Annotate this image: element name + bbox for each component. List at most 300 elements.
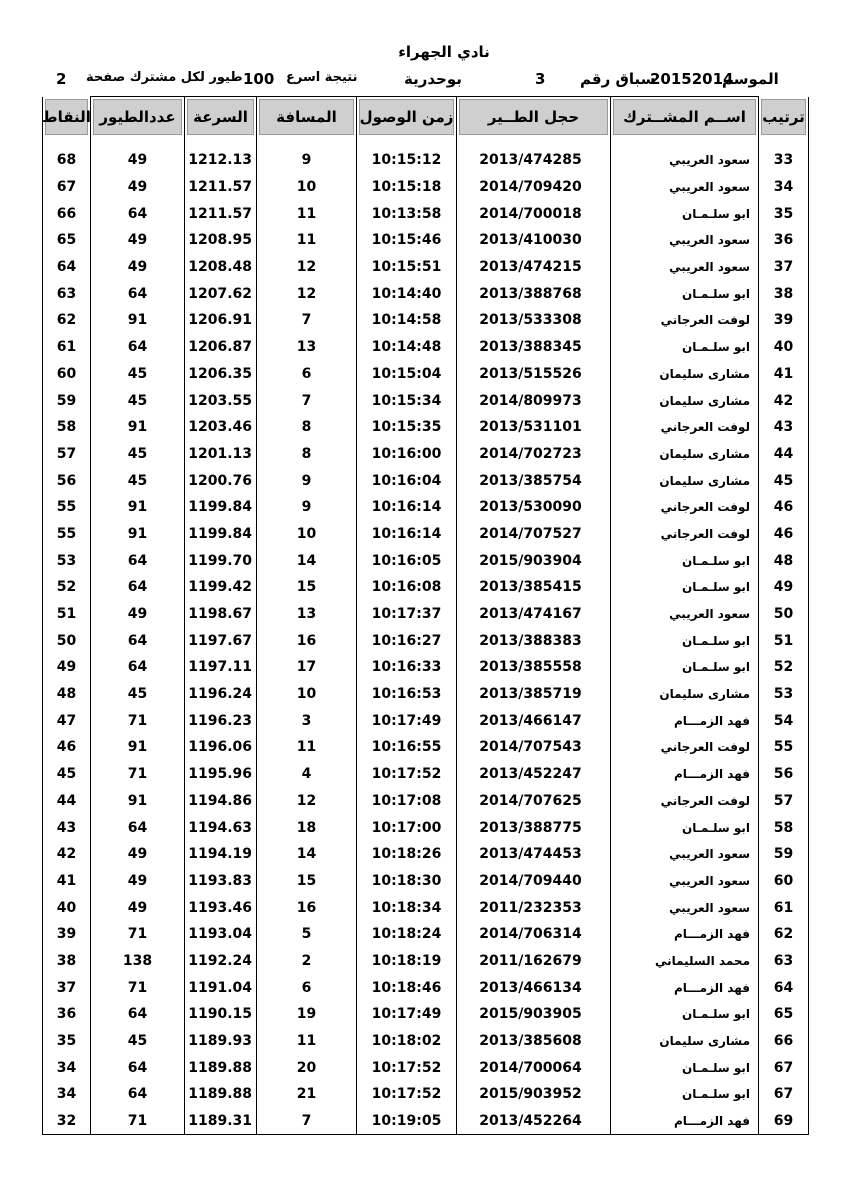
speed-cell: 1189.88 xyxy=(185,1054,257,1081)
time-cell: 10:18:26 xyxy=(357,841,457,868)
rank-cell: 45 xyxy=(759,467,809,494)
speed-cell: 1200.76 xyxy=(185,467,257,494)
time-cell: 10:16:55 xyxy=(357,734,457,761)
col-ring-header: حجل الطــير xyxy=(457,97,611,142)
points-cell: 65 xyxy=(43,227,91,254)
points-cell: 61 xyxy=(43,334,91,361)
time-cell: 10:14:48 xyxy=(357,334,457,361)
birds-cell: 45 xyxy=(91,387,185,414)
rank-cell: 55 xyxy=(759,734,809,761)
time-cell: 10:15:51 xyxy=(357,254,457,281)
time-cell: 10:15:04 xyxy=(357,361,457,388)
table-row xyxy=(43,521,809,548)
points-cell: 55 xyxy=(43,521,91,548)
name-cell: ابو سلـمـان xyxy=(611,334,759,361)
table-row xyxy=(43,307,809,334)
ring-cell: 2013/452247 xyxy=(457,761,611,788)
table-row xyxy=(43,547,809,574)
distance-cell: 16 xyxy=(257,894,357,921)
ring-cell: 2013/531101 xyxy=(457,414,611,441)
distance-cell: 4 xyxy=(257,761,357,788)
ring-cell: 2014/809973 xyxy=(457,387,611,414)
distance-cell: 13 xyxy=(257,334,357,361)
table-row xyxy=(43,280,809,307)
time-cell: 10:17:37 xyxy=(357,601,457,628)
speed-cell: 1192.24 xyxy=(185,948,257,975)
results-table xyxy=(42,96,809,1135)
distance-cell: 10 xyxy=(257,521,357,548)
points-cell: 60 xyxy=(43,361,91,388)
points-cell: 67 xyxy=(43,174,91,201)
speed-cell: 1189.93 xyxy=(185,1028,257,1055)
time-cell: 10:16:08 xyxy=(357,574,457,601)
speed-cell: 1194.86 xyxy=(185,788,257,815)
name-cell: ابو سلـمـان xyxy=(611,1001,759,1028)
time-cell: 10:15:12 xyxy=(357,141,457,174)
table-row xyxy=(43,948,809,975)
name-cell: فهد الزمـــام xyxy=(611,761,759,788)
rank-cell: 43 xyxy=(759,414,809,441)
speed-cell: 1196.24 xyxy=(185,681,257,708)
points-cell: 35 xyxy=(43,1028,91,1055)
points-cell: 32 xyxy=(43,1108,91,1135)
points-cell: 49 xyxy=(43,654,91,681)
birds-cell: 71 xyxy=(91,1108,185,1135)
distance-cell: 16 xyxy=(257,627,357,654)
name-cell: سعود العريبي xyxy=(611,174,759,201)
col-time-header: زمن الوصول xyxy=(357,97,457,142)
speed-cell: 1206.35 xyxy=(185,361,257,388)
speed-cell: 1203.46 xyxy=(185,414,257,441)
birds-cell: 91 xyxy=(91,734,185,761)
name-cell: ابو سلـمـان xyxy=(611,574,759,601)
table-row xyxy=(43,707,809,734)
col-speed-header: السرعة xyxy=(185,97,257,142)
ring-cell: 2013/385415 xyxy=(457,574,611,601)
ring-cell: 2014/702723 xyxy=(457,441,611,468)
ring-cell: 2014/706314 xyxy=(457,921,611,948)
birds-cell: 64 xyxy=(91,547,185,574)
birds-cell: 64 xyxy=(91,280,185,307)
rank-cell: 42 xyxy=(759,387,809,414)
birds-cell: 71 xyxy=(91,974,185,1001)
speed-cell: 1199.84 xyxy=(185,521,257,548)
birds-cell: 49 xyxy=(91,254,185,281)
time-cell: 10:16:27 xyxy=(357,627,457,654)
points-cell: 36 xyxy=(43,1001,91,1028)
ring-cell: 2013/466147 xyxy=(457,707,611,734)
birds-cell: 64 xyxy=(91,574,185,601)
ring-cell: 2013/474167 xyxy=(457,601,611,628)
ring-cell: 2015/903952 xyxy=(457,1081,611,1108)
rank-cell: 35 xyxy=(759,200,809,227)
time-cell: 10:14:40 xyxy=(357,280,457,307)
name-cell: ابو سلـمـان xyxy=(611,654,759,681)
rank-cell: 52 xyxy=(759,654,809,681)
table-row xyxy=(43,334,809,361)
birds-cell: 71 xyxy=(91,707,185,734)
name-cell: لوفت العرجاني xyxy=(611,307,759,334)
col-points-header: النقاط xyxy=(43,97,91,142)
name-cell: محمد السليماني xyxy=(611,948,759,975)
name-cell: لوفت العرجاني xyxy=(611,414,759,441)
result-label: نتيجة اسرع xyxy=(286,70,358,85)
distance-cell: 15 xyxy=(257,574,357,601)
time-cell: 10:16:33 xyxy=(357,654,457,681)
time-cell: 10:15:18 xyxy=(357,174,457,201)
name-cell: ابو سلـمـان xyxy=(611,1081,759,1108)
rank-cell: 44 xyxy=(759,441,809,468)
distance-cell: 10 xyxy=(257,174,357,201)
distance-cell: 8 xyxy=(257,441,357,468)
race-label: سباق رقم xyxy=(580,70,656,88)
distance-cell: 19 xyxy=(257,1001,357,1028)
birds-cell: 138 xyxy=(91,948,185,975)
birds-cell: 64 xyxy=(91,334,185,361)
speed-cell: 1211.57 xyxy=(185,174,257,201)
rank-cell: 63 xyxy=(759,948,809,975)
table-row xyxy=(43,200,809,227)
speed-cell: 1193.46 xyxy=(185,894,257,921)
points-cell: 37 xyxy=(43,974,91,1001)
speed-cell: 1208.48 xyxy=(185,254,257,281)
col-distance-header: المسافة xyxy=(257,97,357,142)
points-cell: 53 xyxy=(43,547,91,574)
table-row xyxy=(43,1028,809,1055)
rank-cell: 67 xyxy=(759,1081,809,1108)
table-row xyxy=(43,174,809,201)
name-cell: مشارى سليمان xyxy=(611,387,759,414)
birds-cell: 71 xyxy=(91,921,185,948)
speed-cell: 1199.70 xyxy=(185,547,257,574)
table-row xyxy=(43,974,809,1001)
speed-cell: 1211.57 xyxy=(185,200,257,227)
table-row xyxy=(43,361,809,388)
table-row xyxy=(43,894,809,921)
birds-cell: 45 xyxy=(91,441,185,468)
distance-cell: 6 xyxy=(257,974,357,1001)
time-cell: 10:17:52 xyxy=(357,1054,457,1081)
speed-cell: 1199.84 xyxy=(185,494,257,521)
page-number: 2 xyxy=(56,70,67,88)
points-cell: 34 xyxy=(43,1054,91,1081)
rank-cell: 58 xyxy=(759,814,809,841)
table-row xyxy=(43,868,809,895)
ring-cell: 2014/707527 xyxy=(457,521,611,548)
ring-cell: 2015/903904 xyxy=(457,547,611,574)
rank-cell: 57 xyxy=(759,788,809,815)
table-row xyxy=(43,494,809,521)
name-cell: فهد الزمـــام xyxy=(611,921,759,948)
points-cell: 46 xyxy=(43,734,91,761)
ring-cell: 2013/388775 xyxy=(457,814,611,841)
table-row xyxy=(43,841,809,868)
points-cell: 48 xyxy=(43,681,91,708)
ring-cell: 2014/709440 xyxy=(457,868,611,895)
speed-cell: 1194.19 xyxy=(185,841,257,868)
distance-cell: 17 xyxy=(257,654,357,681)
table-row xyxy=(43,1108,809,1135)
name-cell: فهد الزمـــام xyxy=(611,1108,759,1135)
time-cell: 10:18:46 xyxy=(357,974,457,1001)
name-cell: لوفت العرجاني xyxy=(611,788,759,815)
distance-cell: 11 xyxy=(257,734,357,761)
table-row xyxy=(43,467,809,494)
rank-cell: 69 xyxy=(759,1108,809,1135)
speed-cell: 1193.04 xyxy=(185,921,257,948)
name-cell: ابو سلـمـان xyxy=(611,627,759,654)
points-cell: 42 xyxy=(43,841,91,868)
name-cell: مشارى سليمان xyxy=(611,681,759,708)
rank-cell: 62 xyxy=(759,921,809,948)
time-cell: 10:18:24 xyxy=(357,921,457,948)
time-cell: 10:18:02 xyxy=(357,1028,457,1055)
distance-cell: 15 xyxy=(257,868,357,895)
birds-note: طيور لكل مشترك صفحة xyxy=(86,70,243,85)
points-cell: 43 xyxy=(43,814,91,841)
birds-cell: 64 xyxy=(91,1054,185,1081)
speed-cell: 1197.11 xyxy=(185,654,257,681)
speed-cell: 1189.88 xyxy=(185,1081,257,1108)
points-cell: 44 xyxy=(43,788,91,815)
time-cell: 10:18:30 xyxy=(357,868,457,895)
distance-cell: 18 xyxy=(257,814,357,841)
points-cell: 34 xyxy=(43,1081,91,1108)
time-cell: 10:18:19 xyxy=(357,948,457,975)
table-row xyxy=(43,627,809,654)
rank-cell: 49 xyxy=(759,574,809,601)
ring-cell: 2013/385558 xyxy=(457,654,611,681)
rank-cell: 48 xyxy=(759,547,809,574)
distance-cell: 11 xyxy=(257,227,357,254)
ring-cell: 2013/533308 xyxy=(457,307,611,334)
speed-cell: 1191.04 xyxy=(185,974,257,1001)
points-cell: 47 xyxy=(43,707,91,734)
birds-cell: 64 xyxy=(91,654,185,681)
points-cell: 52 xyxy=(43,574,91,601)
speed-cell: 1196.23 xyxy=(185,707,257,734)
table-row xyxy=(43,414,809,441)
time-cell: 10:16:53 xyxy=(357,681,457,708)
birds-cell: 91 xyxy=(91,521,185,548)
table-row xyxy=(43,788,809,815)
rank-cell: 46 xyxy=(759,521,809,548)
table-row xyxy=(43,601,809,628)
time-cell: 10:17:00 xyxy=(357,814,457,841)
points-cell: 51 xyxy=(43,601,91,628)
distance-cell: 13 xyxy=(257,601,357,628)
ring-cell: 2013/515526 xyxy=(457,361,611,388)
race-location: بوحدرية xyxy=(404,70,462,88)
time-cell: 10:16:14 xyxy=(357,521,457,548)
distance-cell: 7 xyxy=(257,307,357,334)
name-cell: سعود العريبي xyxy=(611,894,759,921)
ring-cell: 2013/388768 xyxy=(457,280,611,307)
race-number: 3 xyxy=(535,70,546,88)
distance-cell: 21 xyxy=(257,1081,357,1108)
distance-cell: 14 xyxy=(257,841,357,868)
rank-cell: 50 xyxy=(759,601,809,628)
points-cell: 55 xyxy=(43,494,91,521)
points-cell: 40 xyxy=(43,894,91,921)
ring-cell: 2013/474285 xyxy=(457,141,611,174)
table-row xyxy=(43,681,809,708)
table-row xyxy=(43,254,809,281)
distance-cell: 12 xyxy=(257,788,357,815)
birds-count: 100 xyxy=(243,70,275,88)
col-rank-header: ترتيب xyxy=(759,97,809,142)
name-cell: مشارى سليمان xyxy=(611,1028,759,1055)
time-cell: 10:17:52 xyxy=(357,761,457,788)
table-row xyxy=(43,814,809,841)
ring-cell: 2011/162679 xyxy=(457,948,611,975)
speed-cell: 1189.31 xyxy=(185,1108,257,1135)
table-row xyxy=(43,654,809,681)
birds-cell: 49 xyxy=(91,601,185,628)
ring-cell: 2013/474215 xyxy=(457,254,611,281)
rank-cell: 38 xyxy=(759,280,809,307)
name-cell: لوفت العرجاني xyxy=(611,494,759,521)
birds-cell: 45 xyxy=(91,1028,185,1055)
points-cell: 50 xyxy=(43,627,91,654)
points-cell: 38 xyxy=(43,948,91,975)
season-value: 20152014 xyxy=(650,70,734,88)
points-cell: 59 xyxy=(43,387,91,414)
distance-cell: 9 xyxy=(257,141,357,174)
name-cell: مشارى سليمان xyxy=(611,441,759,468)
distance-cell: 7 xyxy=(257,1108,357,1135)
distance-cell: 8 xyxy=(257,414,357,441)
rank-cell: 54 xyxy=(759,707,809,734)
table-row xyxy=(43,1001,809,1028)
name-cell: سعود العريبي xyxy=(611,601,759,628)
rank-cell: 46 xyxy=(759,494,809,521)
ring-cell: 2014/700064 xyxy=(457,1054,611,1081)
ring-cell: 2013/388345 xyxy=(457,334,611,361)
birds-cell: 91 xyxy=(91,414,185,441)
time-cell: 10:17:49 xyxy=(357,707,457,734)
birds-cell: 64 xyxy=(91,814,185,841)
rank-cell: 59 xyxy=(759,841,809,868)
season-label: الموسم xyxy=(722,70,779,88)
rank-cell: 56 xyxy=(759,761,809,788)
time-cell: 10:13:58 xyxy=(357,200,457,227)
time-cell: 10:16:05 xyxy=(357,547,457,574)
rank-cell: 41 xyxy=(759,361,809,388)
points-cell: 62 xyxy=(43,307,91,334)
points-cell: 66 xyxy=(43,200,91,227)
distance-cell: 3 xyxy=(257,707,357,734)
name-cell: ابو سلـمـان xyxy=(611,814,759,841)
rank-cell: 36 xyxy=(759,227,809,254)
points-cell: 58 xyxy=(43,414,91,441)
table-row xyxy=(43,1054,809,1081)
time-cell: 10:16:00 xyxy=(357,441,457,468)
time-cell: 10:17:08 xyxy=(357,788,457,815)
speed-cell: 1197.67 xyxy=(185,627,257,654)
points-cell: 68 xyxy=(43,141,91,174)
speed-cell: 1199.42 xyxy=(185,574,257,601)
distance-cell: 9 xyxy=(257,494,357,521)
points-cell: 56 xyxy=(43,467,91,494)
birds-cell: 64 xyxy=(91,200,185,227)
speed-cell: 1190.15 xyxy=(185,1001,257,1028)
time-cell: 10:15:46 xyxy=(357,227,457,254)
speed-cell: 1212.13 xyxy=(185,141,257,174)
distance-cell: 14 xyxy=(257,547,357,574)
name-cell: سعود العريبي xyxy=(611,254,759,281)
speed-cell: 1193.83 xyxy=(185,868,257,895)
rank-cell: 39 xyxy=(759,307,809,334)
name-cell: مشارى سليمان xyxy=(611,361,759,388)
birds-cell: 45 xyxy=(91,467,185,494)
ring-cell: 2013/466134 xyxy=(457,974,611,1001)
col-name-header: اســم المشــترك xyxy=(611,97,759,142)
col-birds-header: عددالطيور xyxy=(91,97,185,142)
rank-cell: 61 xyxy=(759,894,809,921)
time-cell: 10:18:34 xyxy=(357,894,457,921)
speed-cell: 1203.55 xyxy=(185,387,257,414)
ring-cell: 2013/474453 xyxy=(457,841,611,868)
distance-cell: 7 xyxy=(257,387,357,414)
ring-cell: 2013/452264 xyxy=(457,1108,611,1135)
speed-cell: 1206.87 xyxy=(185,334,257,361)
distance-cell: 5 xyxy=(257,921,357,948)
time-cell: 10:16:04 xyxy=(357,467,457,494)
distance-cell: 6 xyxy=(257,361,357,388)
speed-cell: 1206.91 xyxy=(185,307,257,334)
birds-cell: 49 xyxy=(91,841,185,868)
table-row xyxy=(43,574,809,601)
birds-cell: 49 xyxy=(91,894,185,921)
birds-cell: 64 xyxy=(91,627,185,654)
time-cell: 10:17:49 xyxy=(357,1001,457,1028)
ring-cell: 2013/385754 xyxy=(457,467,611,494)
name-cell: ابو سلـمـان xyxy=(611,200,759,227)
points-cell: 45 xyxy=(43,761,91,788)
speed-cell: 1198.67 xyxy=(185,601,257,628)
rank-cell: 53 xyxy=(759,681,809,708)
distance-cell: 12 xyxy=(257,280,357,307)
name-cell: فهد الزمـــام xyxy=(611,707,759,734)
table-row xyxy=(43,387,809,414)
header-row xyxy=(43,97,809,142)
speed-cell: 1201.13 xyxy=(185,441,257,468)
speed-cell: 1194.63 xyxy=(185,814,257,841)
speed-cell: 1196.06 xyxy=(185,734,257,761)
name-cell: ابو سلـمـان xyxy=(611,280,759,307)
time-cell: 10:19:05 xyxy=(357,1108,457,1135)
ring-cell: 2011/232353 xyxy=(457,894,611,921)
time-cell: 10:14:58 xyxy=(357,307,457,334)
club-title: نادي الجهراء xyxy=(398,43,490,61)
birds-cell: 64 xyxy=(91,1001,185,1028)
table-body xyxy=(43,141,809,1135)
points-cell: 39 xyxy=(43,921,91,948)
birds-cell: 45 xyxy=(91,361,185,388)
birds-cell: 49 xyxy=(91,227,185,254)
table-row xyxy=(43,227,809,254)
rank-cell: 34 xyxy=(759,174,809,201)
rank-cell: 66 xyxy=(759,1028,809,1055)
rank-cell: 64 xyxy=(759,974,809,1001)
time-cell: 10:15:34 xyxy=(357,387,457,414)
rank-cell: 40 xyxy=(759,334,809,361)
rank-cell: 60 xyxy=(759,868,809,895)
time-cell: 10:16:14 xyxy=(357,494,457,521)
birds-cell: 49 xyxy=(91,868,185,895)
ring-cell: 2013/385608 xyxy=(457,1028,611,1055)
